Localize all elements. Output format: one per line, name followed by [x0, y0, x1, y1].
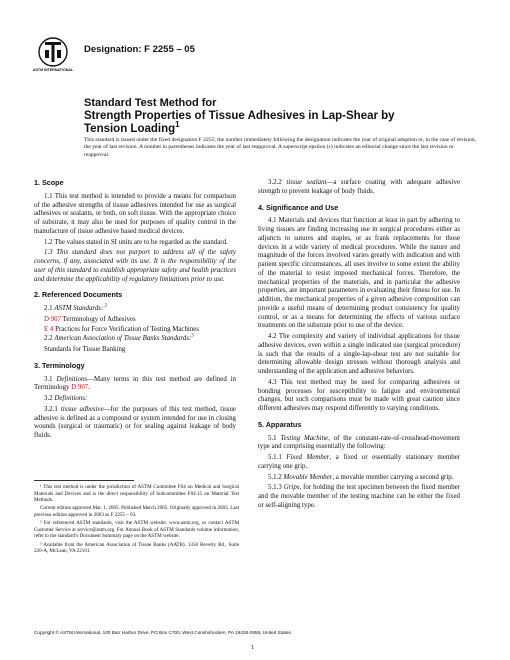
paragraph-5-1-3: 5.1.3 Grips, for holding the test specimen between the fixed member and the movable member of the testing machine can be either the fixed or self-aligning type. — [258, 484, 460, 509]
section-heading-apparatus: 5. Apparatus — [258, 419, 302, 429]
paragraph-3-2-2: 3.2.2 tissue sealant—a surface coating with adequate adhesive strength to prevent leakage of body fluids. — [258, 179, 460, 195]
left-column — [34, 172, 236, 443]
paragraph-3-2-1: 3.2.1 tissue adhesive—for the purposes of this test method, tissue adhesive is defined as a compound or system intended for use in closing wounds (surgical or traumatic) or for sealing against leakage of body fluids. — [34, 405, 236, 439]
paragraph-3-1: 3.1 Definitions—Many terms in this test method are defined in Terminology D 907. — [34, 375, 236, 392]
section-heading-significance: 4. Significance and Use — [258, 202, 339, 212]
reference-e4: E 4 Practices for Force Verification of Testing Machines — [44, 325, 200, 333]
copyright-notice: Copyright © ASTM International, 100 Barr Harbor Drive, PO Box C700, West Conshohocken, PA 19428-2959, United States. — [34, 630, 293, 635]
section-heading-terminology: 3. Terminology — [34, 360, 85, 370]
right-column — [258, 172, 460, 513]
footnote-1-edition: Current edition approved Mar. 1, 2005. Published March 2005. Originally approved in 2003. Last previous edition approved in 2003 as F 2255 – 03. — [34, 505, 239, 518]
paragraph-3-2: 3.2 Definitions: — [44, 395, 88, 402]
document-title — [84, 97, 484, 136]
paragraph-5-1: 5.1 Testing Machine, of the constant-rate-of-crosshead-movement type and comprising essentially the following: — [258, 434, 460, 451]
paragraph-1-3: 1.3 This standard does not purport to address all of the safety concerns, if any, associated with its use. It is the responsibility of the user of this standard to establish appropriate safety and health practices and determine the applicability of regulatory limitations prior to use. — [34, 249, 236, 283]
footnote-3: ³ Available from the American Association of Tissue Banks (AATB), 1350 Beverly Rd., Suite 220-A, McLean, VA 22101. — [34, 541, 239, 555]
title-line-2: Strength Properties of Tissue Adhesives in Lap-Shear by — [84, 110, 395, 122]
svg-text:ASTM INTERNATIONAL: ASTM INTERNATIONAL — [32, 68, 74, 72]
paragraph-5-1-2: 5.1.2 Movable Member, a movable member carrying a second grip. — [268, 473, 454, 481]
paragraph-2-1: 2.1 ASTM Standards: $^2$ — [44, 303, 107, 312]
footnotes — [34, 484, 239, 556]
paragraph-5-1-1: 5.1.1 Fixed Member, a fixed or essentially stationary member carrying one grip. — [258, 454, 460, 470]
paragraph-4-3: 4.3 This test method may be used for comparing adhesives or bonding processes for susceptibility to fatigue and environmental changes, but such comparisons must be made with great caution since different adhesives may respond differently to varying conditions. — [258, 378, 460, 412]
footnote-2: ² For referenced ASTM standards, visit the ASTM website, www.astm.org, or contact ASTM Customer Service at service@astm.org. For Annual Book of ASTM Standards volume information, refer to the standard’s Document Summary page on the ASTM website. — [34, 520, 239, 540]
title-line-1: Standard Test Method for — [84, 97, 217, 109]
paragraph-4-2: 4.2 The complexity and variety of individual applications for tissue adhesive devices, even within a single indicated use (surgical procedure) is such that the results of a single-lap-shear test are not suitable for determining allowable design stresses without thorough analysis and understanding of the application and adhesive behaviors. — [258, 333, 460, 375]
reference-link-d907[interactable]: D 907 — [44, 315, 62, 323]
section-heading-referenced-documents: 2. Referenced Documents — [34, 290, 123, 300]
paragraph-4-1: 4.1 Materials and devices that function at least in part by adhering to living tissues are finding increasing use in surgical procedures either as adjuncts to sutures and staples, or as frank replacements for those devices in a wide variety of medical procedures. While the nature and magnitude of the forces involved varies greatly with indication and with patient specific circumstances, all uses involve to some extent the ability of the material to resist imposed mechanical forces. Therefore, the mechanical properties of the materials, and in particular the adhesive properties, are important parameters in evaluating their fitness for use. In addition, the mechanical properties of a given adhesive composition can provide a useful means of determining product consistency for quality control, or as a means for determining the effects of various surface treatments on the substrate prior to use of the device. — [258, 217, 460, 330]
reference-link-e4[interactable]: E 4 — [44, 325, 54, 333]
astm-logo — [32, 36, 74, 72]
reference-link-d907-inline[interactable]: D 907 — [71, 384, 89, 392]
reference-d907: D 907 Terminology of Adhesives — [44, 315, 136, 323]
reference-tissue-banking: Standards for Tissue Banking — [44, 346, 126, 353]
paragraph-1-2: 1.2 The values stated in SI units are to be regarded as the standard. — [44, 238, 228, 246]
title-line-3: Tension Loading$^1$ — [84, 120, 180, 135]
paragraph-2-2: 2.2 American Association of Tissue Banks Standards:$^3$ — [44, 333, 194, 343]
footnote-1: ¹ This test method is under the jurisdiction of ASTM Committee F04 on Medical and Surgical Materials and Devices and is the direct responsibility of Subcommittee F04.15 on Material Test Methods. — [34, 484, 239, 504]
page-number: 1 — [251, 644, 255, 651]
section-heading-scope: 1. Scope — [34, 178, 64, 187]
designation: Designation: F 2255 – 05 — [84, 44, 195, 55]
issuance-notice: This standard is issued under the fixed designation F 2255; the number immediately following the designation indicates the year of original adoption or, in the case of revision, the year of last revision. A number in parentheses indicates the year of last reapproval. A superscript epsilon (ε) indicates an editorial change since the last revision or reapproval. — [84, 137, 477, 158]
footnote-divider — [34, 480, 134, 481]
paragraph-1-1: 1.1 This test method is intended to provide a means for comparison of the adhesive strengths of tissue adhesives intended for use as surgical adhesives or sealants, or both, on soft tissue. With the appropriate choice of substrate, it may also be used for purposes of quality control in the manufacture of tissue adhesive based medical devices. — [34, 192, 236, 235]
